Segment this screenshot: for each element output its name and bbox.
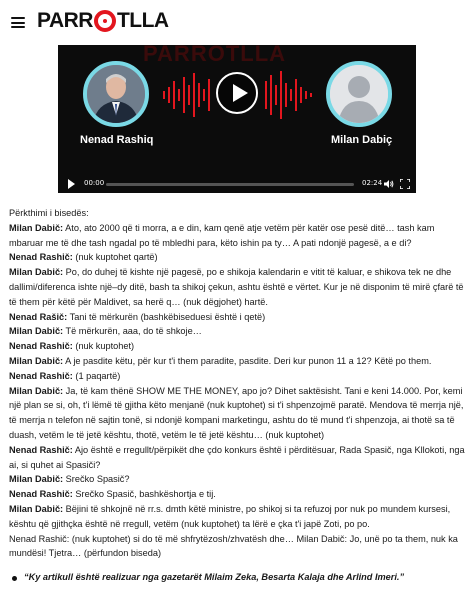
transcript-line — [9, 384, 467, 443]
line-text: Tani të mërkurën (bashkëbiseduesi është i qetë) — [67, 311, 266, 322]
hamburger-menu-icon[interactable] — [11, 17, 25, 28]
line-text: Po, do duhej të kishte një pagesë, po e shikoja kalendarin e vitit të kaluar, e shikova tek ne dhe dallimi/diferenca ishte një–dy ditë, bash ta shikoj çekun, ashtu është e vërtet. Kur je në disponim të mirë çfarë të të them për këtë për Maldivet, sa herë q… (nuk dëgjohet) hartë. — [9, 267, 464, 307]
transcript-intro: Përkthimi i bisedës: — [9, 208, 89, 218]
speaker-label: Milan Dabič: — [9, 355, 64, 366]
bullet-icon — [12, 576, 17, 581]
transcript-line — [9, 472, 467, 487]
fullscreen-icon[interactable] — [400, 179, 410, 189]
transcript-line — [9, 339, 467, 354]
speaker-label: Milan Dabič: — [9, 385, 64, 396]
article-credit — [12, 572, 462, 582]
logo-ring-icon — [94, 10, 116, 32]
line-text: Srečko Spasič, bashkëshortja e tij. — [72, 489, 216, 500]
speaker-label: Nenad Rashič: — [9, 489, 73, 500]
speaker-left-name: Nenad Rashiq — [80, 134, 154, 146]
person-placeholder-icon — [330, 65, 388, 123]
speaker-label: Milan Dabič: — [9, 474, 64, 485]
transcript-line — [9, 354, 467, 369]
speaker-left-avatar — [83, 61, 149, 127]
current-time: 00:00 — [84, 179, 105, 187]
transcript-line — [9, 324, 467, 339]
progress-track[interactable] — [106, 183, 354, 186]
transcript-line — [9, 487, 467, 502]
audio-player — [58, 45, 416, 193]
site-logo[interactable]: PARR TLLA — [37, 9, 169, 32]
speaker-label: Milan Dabič: — [9, 326, 64, 337]
speaker-label: Nenad Rashič: — [9, 252, 73, 263]
line-text: Bëjini të shkojnë në rr.s. dmth këtë ministre, po shikoj si ta refuzoj por nuk po mundem kursesi, kështu që gjithçka është në rregull, vetëm (nuk kuptohet) ta lërë e çka t'i japë Zoti, po po. — [9, 503, 451, 529]
transcript-line — [9, 502, 467, 532]
transcript-line — [9, 532, 467, 562]
speaker-left-photo — [87, 65, 145, 123]
site-header — [0, 0, 474, 44]
transcript-line — [9, 310, 467, 325]
volume-icon[interactable] — [384, 179, 394, 189]
line-text: Të mërkurën, aaa, do të shkoje… — [63, 326, 202, 337]
line-text: Ajo është e rregullt/përpikët dhe çdo konkurs është i përditësuar, Rada Spasič, nga Kllokoti, nga ai, si quhet ai Spasiči? — [9, 444, 465, 470]
line-text: Srečko Spasič? — [63, 474, 130, 485]
credit-text: “Ky artikull është realizuar nga gazetarët Milaim Zeka, Besarta Kalaja dhe Arlind Imeri.” — [24, 572, 405, 582]
line-text: (nuk kuptohet) — [72, 341, 135, 352]
speaker-label: Nenad Rashič: — [9, 370, 73, 381]
player-controls — [58, 175, 416, 193]
speaker-right-avatar — [326, 61, 392, 127]
transcript-line — [9, 250, 467, 265]
speaker-label: Nenad Rashič: — [9, 341, 73, 352]
play-icon[interactable] — [68, 179, 75, 189]
transcript-line — [9, 443, 467, 473]
player-background-logo: PARROTLLA — [143, 45, 287, 66]
duration: 02:24 — [362, 179, 383, 187]
speaker-label: Nenad Rašič: — [9, 311, 68, 322]
transcript-line — [9, 221, 467, 251]
line-text: Ja, të kam thënë SHOW ME THE MONEY, apo jo? Dihet saktësisht. Tani e keni 14.000. Por, kemi një plan se si, oh, t'i lëmë të gjitha këto menjanë (nuk kuptohet) si t'i shpenzojmë paratë. Mendova të merrja një, të merrja n telefon në sajtin tonë, si ndonjë kompani marketingu, ashtu do të mund t'i shpenzoja, ai thotë sa të duash, vetëm le të jetë kështu, thotë, vetëm le të jetë kështu… (nuk kuptohet) — [9, 385, 464, 440]
transcript-article — [9, 206, 467, 561]
speaker-label: Milan Dabič: — [9, 222, 64, 233]
speaker-right-name: Milan Dabiç — [331, 134, 393, 146]
line-text: A je pasdite këtu, për kur t'i them paradite, pasdite. Deri kur punon 11 a 12? Këtë po them. — [63, 355, 432, 366]
line-text: Ato, ato 2000 që ti morra, a e din, kam qenë atje vetëm për katër ose pesë ditë… tash kam mbaruar me të dhe tash ngadal po të mbledhi para, këto ishin pa ty… A pati ndonjë pagesë, a e di? — [9, 222, 435, 248]
transcript-line — [9, 265, 467, 309]
line-text: (nuk kuptohet qartë) — [72, 252, 158, 263]
transcript-lines — [9, 221, 467, 561]
transcript-line — [9, 369, 467, 384]
center-play-button[interactable] — [216, 72, 258, 114]
speaker-label: Nenad Rashič: — [9, 444, 73, 455]
speaker-label: Milan Dabič: — [9, 267, 64, 278]
line-text: (1 paqartë) — [72, 370, 121, 381]
line-text: Nenad Rashič: (nuk kuptohet) si do të më shfrytëzosh/zhvatësh dhe… Milan Dabič: Jo, unë po ta them, nuk ka mundësi! Tjetra… (përfundon biseda) — [9, 533, 458, 559]
speaker-label: Milan Dabič: — [9, 503, 64, 514]
